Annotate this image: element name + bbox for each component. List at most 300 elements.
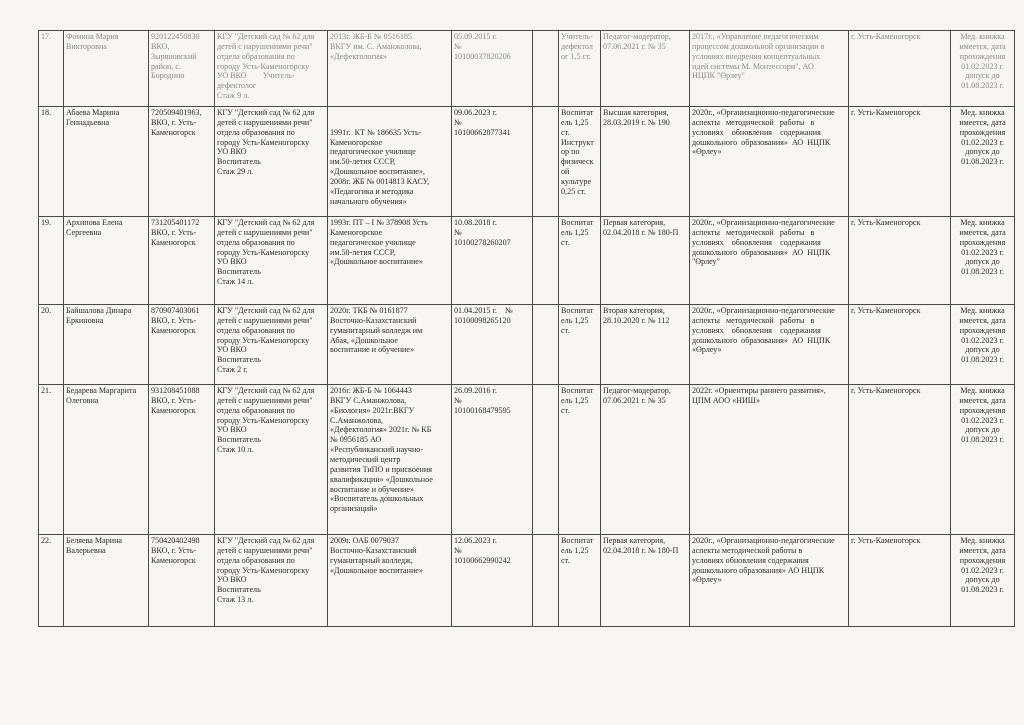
training-courses-line: 2020г., «Организационно-педагогические [692, 108, 835, 117]
employment-info-line: КГУ "Детский сад № 62 для [217, 536, 315, 545]
education-info-line: педагогическое училище [330, 147, 416, 157]
education-info-line: им.50-летия СССР, [330, 157, 396, 167]
qualification-category-line: Первая категория, [603, 218, 666, 227]
medical-record [951, 31, 1015, 107]
education-info-line: Восточно-Казахстанский [330, 315, 417, 325]
certificate-info-line: 10100037820206 [454, 51, 511, 61]
iin-and-birthplace-line: 931208451088 [151, 386, 200, 395]
certificate-info-line: № [454, 395, 462, 405]
employment-info [215, 535, 328, 627]
row-number [39, 107, 64, 217]
position-rate [559, 305, 601, 385]
iin-and-birthplace-line: Зыряновский [151, 51, 197, 61]
row-number-text: 22. [41, 536, 52, 545]
row-number [39, 535, 64, 627]
mark-cell [533, 385, 559, 535]
training-courses-line: условиях обновления содержания [692, 127, 821, 137]
education-info-line: «Биология» 2021г.ВКГУ [330, 405, 415, 415]
certificate-info [452, 535, 533, 627]
education-info-line: 2013г. ЖБ-Б № 0516185 [330, 32, 412, 41]
iin-and-birthplace [149, 31, 215, 107]
employment-info-line: УО ВКО [217, 345, 247, 355]
residence-city [849, 385, 951, 535]
medical-record-line: 01.02.2023 г. [961, 565, 1004, 575]
training-courses-line: идей системы М. Монтессори", АО [692, 61, 814, 71]
medical-record-line: допуск до [965, 147, 1000, 157]
residence-city [849, 305, 951, 385]
position-rate-line: ст. [561, 325, 570, 335]
qualification-category [601, 535, 690, 627]
position-rate-line: Инструкт [561, 137, 594, 147]
employment-info-line: КГУ "Детский сад № 62 для [217, 218, 315, 227]
employment-info-line: детей с нарушениями речи" [217, 545, 313, 555]
residence-city-text: г. Усть-Каменогорск [851, 536, 921, 545]
iin-and-birthplace-line: 731205401172 [151, 218, 200, 227]
certificate-info [452, 217, 533, 305]
employee-name [64, 535, 149, 627]
mark-cell [533, 107, 559, 217]
row-number-text: 19. [41, 218, 52, 227]
residence-city-text: г. Усть-Каменогорск [851, 386, 921, 395]
training-courses-line: 2020г., «Организационно-педагогические [692, 536, 835, 545]
training-courses-line: «Өрлеу» [692, 575, 722, 585]
position-rate-line: ст. [561, 237, 570, 247]
education-info-line: «Дошкольное воспитание» [330, 257, 423, 267]
medical-record-line: прохождения [959, 127, 1006, 137]
qualification-category-line: 02.04.2018 г. № 180-П [603, 545, 679, 555]
education-info [328, 107, 452, 217]
iin-and-birthplace [149, 535, 215, 627]
iin-and-birthplace-line: ВКО, г. Усть- [151, 227, 197, 237]
employment-info-line: отдела образования по [217, 555, 295, 565]
position-rate-line: Воспитат [561, 306, 594, 315]
residence-city-text: г. Усть-Каменогорск [851, 218, 921, 227]
employment-info-line: КГУ "Детский сад № 62 для [217, 306, 315, 315]
training-courses-line: условиях обновления содержания [692, 325, 821, 335]
position-rate-line: ель 1,25 [561, 395, 589, 405]
education-info-line: методический центр [330, 455, 401, 465]
position-rate-line: ст. [561, 127, 570, 137]
medical-record-line: допуск до [965, 257, 1000, 267]
employment-info-line: Воспитатель [217, 355, 261, 365]
education-info-line: 2016г. ЖБ-Б № 1064443 [330, 386, 412, 395]
employment-info-line: отдела образования по [217, 405, 295, 415]
training-courses [690, 535, 849, 627]
employment-info-line: Стаж 2 г. [217, 365, 248, 375]
qualification-category [601, 385, 690, 535]
row-number-text: 17. [41, 32, 52, 41]
medical-record-line: имеется, дата [959, 227, 1006, 237]
row-number [39, 305, 64, 385]
iin-and-birthplace-line: ВКО, г. Усть- [151, 117, 197, 127]
medical-record-line: прохождения [959, 555, 1006, 565]
employment-info-line: отдела образования по [217, 325, 295, 335]
employment-info-line: Стаж 14 л. [217, 277, 254, 287]
employment-info-line: детей с нарушениями речи" [217, 41, 313, 51]
certificate-info [452, 305, 533, 385]
qualification-category [601, 107, 690, 217]
position-rate-line: Воспитат [561, 536, 594, 545]
education-info-line [330, 108, 449, 118]
training-courses-line: "Өрлеу" [692, 257, 720, 267]
education-info-line: «Дефектология» [330, 51, 387, 61]
position-rate-line: Учитель- [561, 32, 593, 41]
training-courses-line: НЦПК "Өрлеу" [692, 71, 745, 81]
education-info-line: ВКГУ им. С. Аманжолова, [330, 41, 422, 51]
employment-info-line: УО ВКО [217, 425, 247, 435]
employee-name [64, 305, 149, 385]
employment-info-line: отдела образования по [217, 237, 295, 247]
position-rate-line: 0,25 ст. [561, 186, 586, 196]
employment-info-line: Стаж 10 л. [217, 445, 254, 455]
medical-record-line: 01.08.2023 г. [961, 157, 1004, 167]
education-info-line: ВКГУ С.Аманжолова, [330, 395, 407, 405]
education-info-line: 1991г. КТ № 186635 Усть- [330, 127, 422, 137]
education-info-line: воспитание и обучение» [330, 484, 415, 494]
medical-record-line: допуск до [965, 345, 1000, 355]
position-rate-line: Воспитат [561, 386, 594, 395]
qualification-category [601, 305, 690, 385]
certificate-info-line: 26.09.2016 г. [454, 386, 497, 395]
education-info-line: воспитание и обучение» [330, 345, 415, 355]
education-info [328, 31, 452, 107]
residence-city [849, 31, 951, 107]
education-info-line: гуманитарный колледж им [330, 325, 423, 335]
employee-name-text: Бедарева Маргарита Олеговна [66, 386, 137, 405]
medical-record-line: допуск до [965, 575, 1000, 585]
training-courses-line: дошкольного образования» АО НЦПК [692, 335, 831, 345]
iin-and-birthplace-line: Каменогорск [151, 555, 196, 565]
employee-name [64, 107, 149, 217]
position-rate-line: Воспитат [561, 218, 594, 227]
education-info-line: начального обучения» [330, 196, 407, 206]
medical-record-line: допуск до [965, 71, 1000, 81]
employee-name-text: Беляева Марина Валерьевна [66, 536, 123, 555]
employment-info-line: УО ВКО [217, 575, 247, 585]
position-rate-line: физическ [561, 157, 594, 167]
iin-and-birthplace-line: ВКО, [151, 41, 170, 51]
medical-record-line: 01.02.2023 г. [961, 61, 1004, 71]
iin-and-birthplace-line: Каменогорск [151, 325, 196, 335]
iin-and-birthplace-line: 750420402498 [151, 536, 200, 545]
training-courses-line: 2020г., «Организационно-педагогические [692, 218, 835, 227]
iin-and-birthplace-line: Каменогорск [151, 127, 196, 137]
medical-record-line: Мед. книжка [960, 218, 1005, 227]
employment-info-line: отдела образования по [217, 127, 295, 137]
education-info-line: «Дошкольное воспитание», [330, 167, 425, 177]
employment-info-line: городу Усть-Каменогорску [217, 415, 310, 425]
training-courses-line: ЦПМ АОО «НИШ» [692, 395, 761, 405]
medical-record-line: имеется, дата [959, 545, 1006, 555]
education-info [328, 217, 452, 305]
employment-info [215, 385, 328, 535]
training-courses-line: дошкольного образования» АО НЦПК [692, 565, 825, 575]
medical-record-line: Мед. книжка [960, 536, 1005, 545]
position-rate-line: ой [561, 167, 570, 177]
position-rate-line: ель 1,25 [561, 545, 589, 555]
mark-cell [533, 305, 559, 385]
medical-record-line: имеется, дата [959, 395, 1006, 405]
row-number [39, 31, 64, 107]
training-courses-line: аспекты методической работы в [692, 545, 803, 555]
iin-and-birthplace [149, 217, 215, 305]
education-info-line: С.Аманжолова, [330, 415, 384, 425]
medical-record-line: 01.08.2023 г. [961, 267, 1004, 277]
table-row [39, 107, 1015, 217]
medical-record-line: допуск до [965, 425, 1000, 435]
education-info [328, 305, 452, 385]
iin-and-birthplace-line: ВКО, г. Усть- [151, 315, 197, 325]
medical-record-line: прохождения [959, 325, 1006, 335]
position-rate [559, 385, 601, 535]
medical-record [951, 107, 1015, 217]
table-row [39, 31, 1015, 107]
certificate-info-line: № [454, 227, 462, 237]
staff-table [38, 30, 1015, 627]
medical-record-line: имеется, дата [959, 117, 1006, 127]
employment-info-line: Воспитатель [217, 157, 261, 167]
education-info-line: «Воспитатель дошкольных [330, 494, 424, 504]
education-info-line: Восточно-Казахстанский [330, 545, 417, 555]
employee-name [64, 217, 149, 305]
medical-record [951, 217, 1015, 305]
staff-table-body [39, 31, 1015, 627]
training-courses-line: аспекты методической работы в [692, 315, 815, 325]
training-courses-line: дошкольного образования» АО НЦПК [692, 137, 831, 147]
medical-record-line: имеется, дата [959, 41, 1006, 51]
education-info-line: «Педагогика и методика [330, 186, 414, 196]
education-info-line: им.50-летия СССР, [330, 247, 396, 257]
iin-and-birthplace-line: Бородино [151, 71, 185, 81]
education-info-line: 1993г. ПТ – І № 378908 Усть [330, 218, 428, 227]
employee-name-text: Байшалова Динара Еркиновна [66, 306, 132, 325]
certificate-info-line: 10100662877341 [454, 127, 511, 137]
training-courses-line: процессом дошкольной организации в [692, 41, 825, 51]
medical-record-line: 01.02.2023 г. [961, 335, 1004, 345]
qualification-category-line: 07.06.2021 г. № 35 [603, 395, 666, 405]
medical-record-line: 01.02.2023 г. [961, 137, 1004, 147]
position-rate-line: Воспитат [561, 108, 594, 117]
residence-city-text: г. Усть-Каменогорск [851, 108, 921, 117]
employment-info [215, 305, 328, 385]
employment-info-line: Воспитатель [217, 435, 261, 445]
training-courses-line: аспекты методической работы в [692, 227, 815, 237]
residence-city-text: г. Усть-Каменогорск [851, 306, 921, 315]
training-courses [690, 217, 849, 305]
employment-info-line: городу Усть-Каменогорску [217, 61, 310, 71]
training-courses-line: аспекты методической работы в [692, 117, 815, 127]
iin-and-birthplace-line: 870907403061 [151, 306, 200, 315]
employment-info-line: Воспитатель [217, 267, 261, 277]
employment-info [215, 107, 328, 217]
medical-record-line: 01.08.2023 г. [961, 435, 1004, 445]
education-info-line: Каменогорское [330, 227, 383, 237]
education-info-line: 2008г. ЖБ № 0014813 КАСУ, [330, 177, 430, 187]
certificate-info-line: 10100098265120 [454, 315, 511, 325]
qualification-category-line: 28.03.2019 г. № 190 [603, 117, 670, 127]
iin-and-birthplace [149, 107, 215, 217]
employment-info-line: дефектолог [217, 81, 257, 91]
qualification-category-line: Педагог-модератор, [603, 386, 671, 395]
iin-and-birthplace-line: район, с. [151, 61, 182, 71]
position-rate-line: культуре [561, 177, 592, 187]
iin-and-birthplace [149, 305, 215, 385]
medical-record [951, 385, 1015, 535]
certificate-info-line: № [454, 41, 462, 51]
certificate-info-line: 09.06.2023 г. [454, 108, 497, 117]
education-info-line: педагогическое училище [330, 237, 416, 247]
employment-info-line: КГУ "Детский сад № 62 для [217, 32, 315, 41]
certificate-info [452, 31, 533, 107]
qualification-category-line: Вторая категория, [603, 306, 665, 315]
iin-and-birthplace-line: 720509401963, [151, 108, 202, 117]
training-courses-line: «Өрлеу» [692, 345, 722, 355]
medical-record-line: 01.02.2023 г. [961, 415, 1004, 425]
training-courses-line: условиях обновления содержания [692, 237, 821, 247]
education-info-line: 2020г. ТКБ № 0161877 [330, 306, 408, 315]
medical-record-line: Мед. книжка [960, 32, 1005, 41]
certificate-info-line: 01.04.2015 г. № [454, 306, 513, 315]
certificate-info-line: 12.06.2023 г. [454, 536, 497, 545]
employment-info-line: детей с нарушениями речи" [217, 117, 313, 127]
employment-info-line: детей с нарушениями речи" [217, 315, 313, 325]
education-info-line: Каменогорское [330, 137, 383, 147]
education-info-line: развития ТиПО и присвоения [330, 464, 432, 474]
certificate-info-line: № [454, 117, 462, 127]
qualification-category [601, 217, 690, 305]
education-info-line: «Республиканский научно- [330, 445, 424, 455]
position-rate-line: ель 1,25 [561, 227, 589, 237]
iin-and-birthplace-line: ВКО, г. Усть- [151, 395, 197, 405]
training-courses-line: условиях внедрения концептуальных [692, 51, 821, 61]
education-info-line: квалификации» «Дошкольное [330, 474, 433, 484]
training-courses-line: дошкольного образования» АО НЦПК [692, 247, 831, 257]
qualification-category-line: 02.04.2018 г. № 180-П [603, 227, 679, 237]
employment-info [215, 31, 328, 107]
education-info [328, 385, 452, 535]
certificate-info-line: № [454, 545, 462, 555]
employee-name [64, 385, 149, 535]
position-rate-line: ель 1,25 [561, 117, 589, 127]
residence-city [849, 107, 951, 217]
medical-record-line: Мед. книжка [960, 306, 1005, 315]
residence-city [849, 535, 951, 627]
education-info-line: «Дефектология» 2021г. № КБ [330, 425, 432, 435]
medical-record-line: 01.08.2023 г. [961, 355, 1004, 365]
education-info-line [330, 118, 449, 128]
training-courses-line: 2017г., «Управление педагогическим [692, 32, 819, 41]
row-number [39, 217, 64, 305]
position-rate [559, 107, 601, 217]
certificate-info-line: 10100662990242 [454, 555, 511, 565]
position-rate [559, 217, 601, 305]
employee-name-text: Абаева Марина Геннадьевна [66, 108, 120, 127]
education-info-line: 2009г. ОАБ 0079037 [330, 536, 399, 545]
employment-info-line: детей с нарушениями речи" [217, 395, 313, 405]
table-row [39, 305, 1015, 385]
certificate-info-line: 10.08.2018 г. [454, 218, 497, 227]
mark-cell [533, 217, 559, 305]
qualification-category-line: 28.10.2020 г. № 112 [603, 315, 670, 325]
employment-info-line: городу Усть-Каменогорску [217, 565, 310, 575]
medical-record-line: Мед. книжка [960, 108, 1005, 117]
training-courses-line: 2022г. «Ориентиры раннего развития», [692, 386, 826, 395]
medical-record-line: 01.02.2023 г. [961, 247, 1004, 257]
employee-name [64, 31, 149, 107]
row-number-text: 18. [41, 108, 52, 117]
training-courses [690, 31, 849, 107]
training-courses [690, 305, 849, 385]
certificate-info [452, 107, 533, 217]
row-number [39, 385, 64, 535]
iin-and-birthplace-line: Каменогорск [151, 237, 196, 247]
medical-record-line: прохождения [959, 51, 1006, 61]
medical-record-line: 01.08.2023 г. [961, 81, 1004, 91]
mark-cell [533, 31, 559, 107]
employment-info-line: городу Усть-Каменогорску [217, 247, 310, 257]
iin-and-birthplace-line: ВКО, г. Усть- [151, 545, 197, 555]
training-courses-line: «Өрлеу» [692, 147, 722, 157]
medical-record-line: 01.08.2023 г. [961, 585, 1004, 595]
position-rate-line: ог 1,5 ст. [561, 51, 592, 61]
position-rate-line: дефектол [561, 41, 593, 51]
medical-record-line: прохождения [959, 405, 1006, 415]
employment-info-line: КГУ "Детский сад № 62 для [217, 386, 315, 395]
training-courses [690, 385, 849, 535]
qualification-category-line: Педагог-модератор, [603, 32, 671, 41]
employment-info-line: детей с нарушениями речи" [217, 227, 313, 237]
education-info-line: Абая, «Дошкольное [330, 335, 399, 345]
employee-name-text: Фомина Мария Викторовна [66, 32, 119, 51]
qualification-category [601, 31, 690, 107]
medical-record-line: прохождения [959, 237, 1006, 247]
position-rate-line: ель 1,25 [561, 315, 589, 325]
table-row [39, 217, 1015, 305]
employment-info-line: КГУ "Детский сад № 62 для [217, 108, 315, 117]
certificate-info-line: 10100278260207 [454, 237, 511, 247]
employment-info-line: УО ВКО [217, 257, 247, 267]
education-info-line: № 0956185 АО [330, 435, 382, 445]
iin-and-birthplace [149, 385, 215, 535]
medical-record [951, 305, 1015, 385]
training-courses-line: 2020г., «Организационно-педагогические [692, 306, 835, 315]
medical-record-line: Мед. книжка [960, 386, 1005, 395]
position-rate [559, 535, 601, 627]
qualification-category-line: Высшая категория, [603, 108, 669, 117]
medical-record-line: имеется, дата [959, 315, 1006, 325]
table-row [39, 385, 1015, 535]
position-rate-line: ст. [561, 555, 570, 565]
row-number-text: 21. [41, 386, 52, 395]
employment-info-line: отдела образования по [217, 51, 295, 61]
residence-city [849, 217, 951, 305]
qualification-category-line: 07.06.2021 г. № 35 [603, 41, 666, 51]
certificate-info [452, 385, 533, 535]
medical-record [951, 535, 1015, 627]
education-info-line: «Дошкольное воспитание» [330, 565, 423, 575]
employment-info-line: Стаж 29 л. [217, 167, 254, 177]
position-rate-line: ор по [561, 147, 580, 157]
education-info-line: организаций» [330, 504, 378, 514]
employment-info-line: Воспитатель [217, 585, 261, 595]
training-courses [690, 107, 849, 217]
employment-info-line: Стаж 13 л. [217, 595, 254, 605]
employment-info-line: УО ВКО [217, 147, 247, 157]
certificate-info-line: 10100168479595 [454, 405, 511, 415]
iin-and-birthplace-line: Каменогорск [151, 405, 196, 415]
residence-city-text: г. Усть-Каменогорск [851, 32, 921, 41]
employment-info-line: УО ВКО Учитель- [217, 71, 295, 81]
